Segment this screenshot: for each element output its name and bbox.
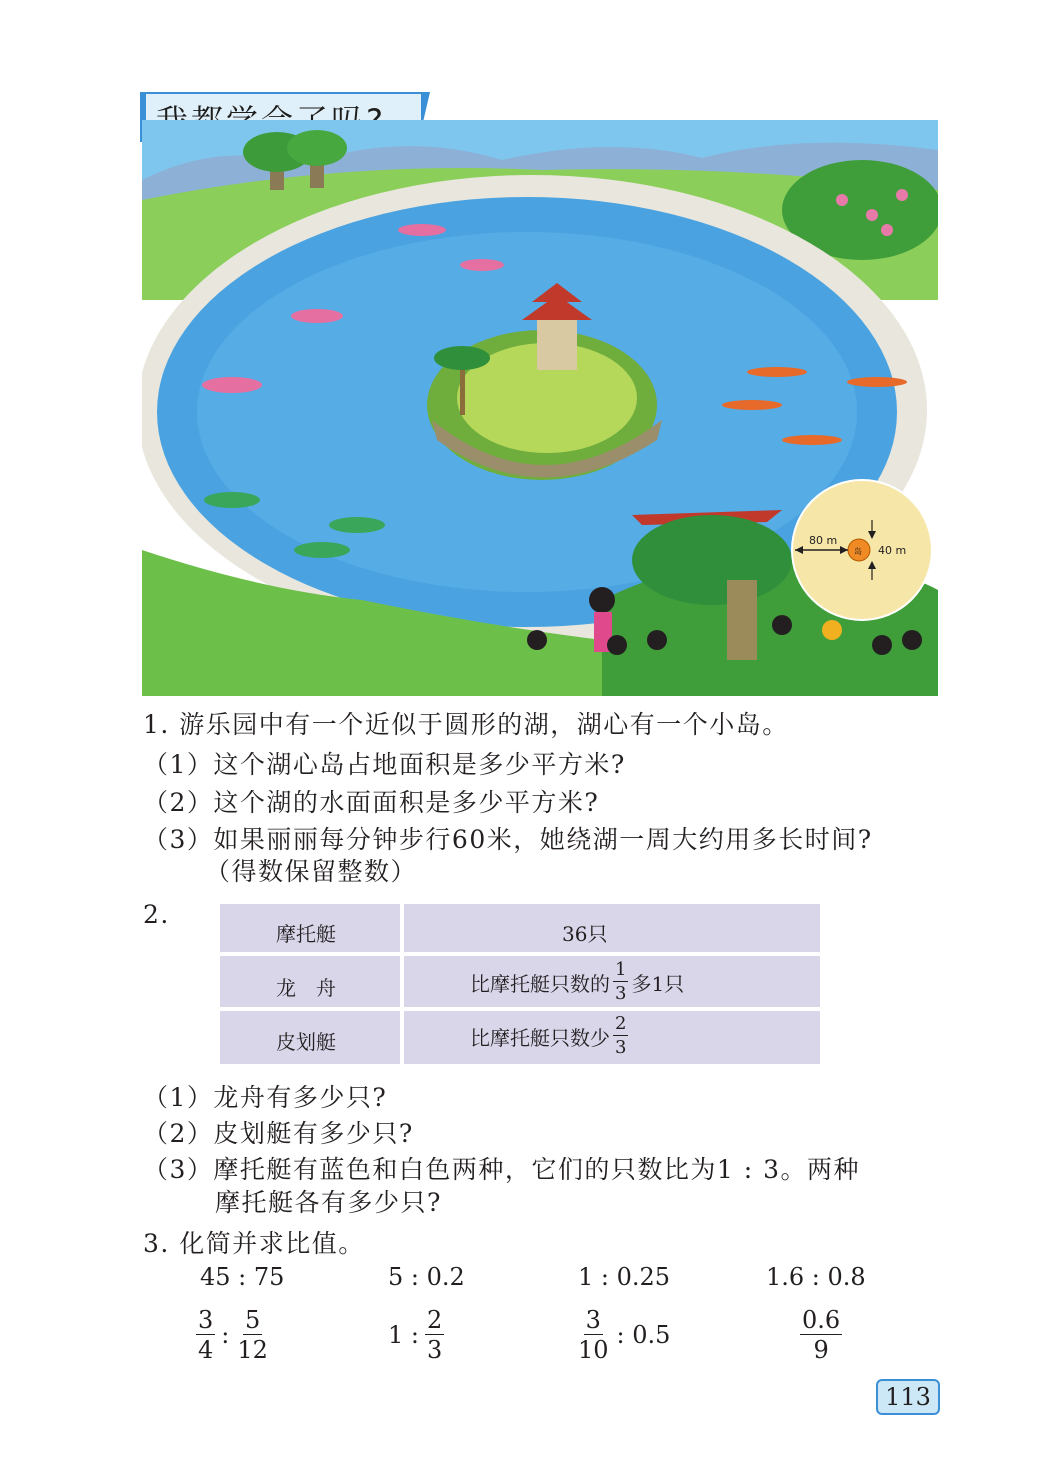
lake-illustration: [142, 120, 938, 696]
q3-stem: 3. 化简并求比值。: [143, 1229, 365, 1258]
row-kayak-desc: 比摩托艇只数少 $\frac{2}{3}$: [470, 1013, 627, 1058]
q3-ratio-8: $\frac{0.6}{9}$: [802, 1306, 841, 1364]
row-motorboat-name: 摩托艇: [276, 922, 336, 946]
scale-diagram: [792, 480, 932, 620]
q1-stem: 1. 游乐园中有一个近似于圆形的湖，湖心有一个小岛。: [143, 710, 789, 739]
q3-ratio-2: 5 : 0.2: [388, 1263, 465, 1291]
q2-item-1: （1）龙舟有多少只?: [143, 1083, 388, 1112]
q3-ratio-3: 1 : 0.25: [578, 1263, 671, 1291]
q3-ratio-1: 45 : 75: [200, 1263, 285, 1291]
row-dragonboat-desc: 比摩托艇只数的 $\frac{1}{3}$ 多1只: [470, 959, 685, 1004]
island-diameter-label: 40 m: [878, 544, 907, 557]
q1-item-2: （2）这个湖的水面面积是多少平方米?: [143, 788, 600, 817]
q1-item-1: （1）这个湖心岛占地面积是多少平方米?: [143, 750, 626, 779]
row-kayak-name: 皮划艇: [276, 1030, 336, 1054]
q3-ratio-7: $\frac{3}{10}$ : 0.5: [578, 1306, 671, 1364]
island-label: 岛: [854, 547, 862, 556]
fraction-one-third: $\frac{1}{3}$: [615, 959, 627, 1004]
radius-label: 80 m: [809, 534, 838, 547]
q2-item-3-cont: 摩托艇各有多少只?: [215, 1188, 442, 1217]
row-motorboat-desc: 36只: [562, 922, 608, 946]
row-dragonboat-name: 龙 舟: [276, 976, 336, 1000]
q2-item-2: （2）皮划艇有多少只?: [143, 1119, 414, 1148]
q2-number: 2.: [143, 900, 170, 929]
page-number: 113: [876, 1379, 940, 1415]
q3-ratio-4: 1.6 : 0.8: [766, 1263, 866, 1291]
boat-table: [220, 904, 820, 1064]
q2-item-3: （3）摩托艇有蓝色和白色两种，它们的只数比为1 : 3。两种: [143, 1155, 861, 1184]
q3-ratio-6: 1 : $\frac{2}{3}$: [388, 1306, 443, 1364]
fraction-two-thirds: $\frac{2}{3}$: [615, 1013, 627, 1058]
q1-note: （得数保留整数）: [205, 857, 418, 886]
q3-ratio-5: $\frac{3}{4}$ : $\frac{5}{12}$: [198, 1306, 268, 1364]
q1-item-3: （3）如果丽丽每分钟步行60米，她绕湖一周大约用多长时间?: [143, 825, 873, 854]
